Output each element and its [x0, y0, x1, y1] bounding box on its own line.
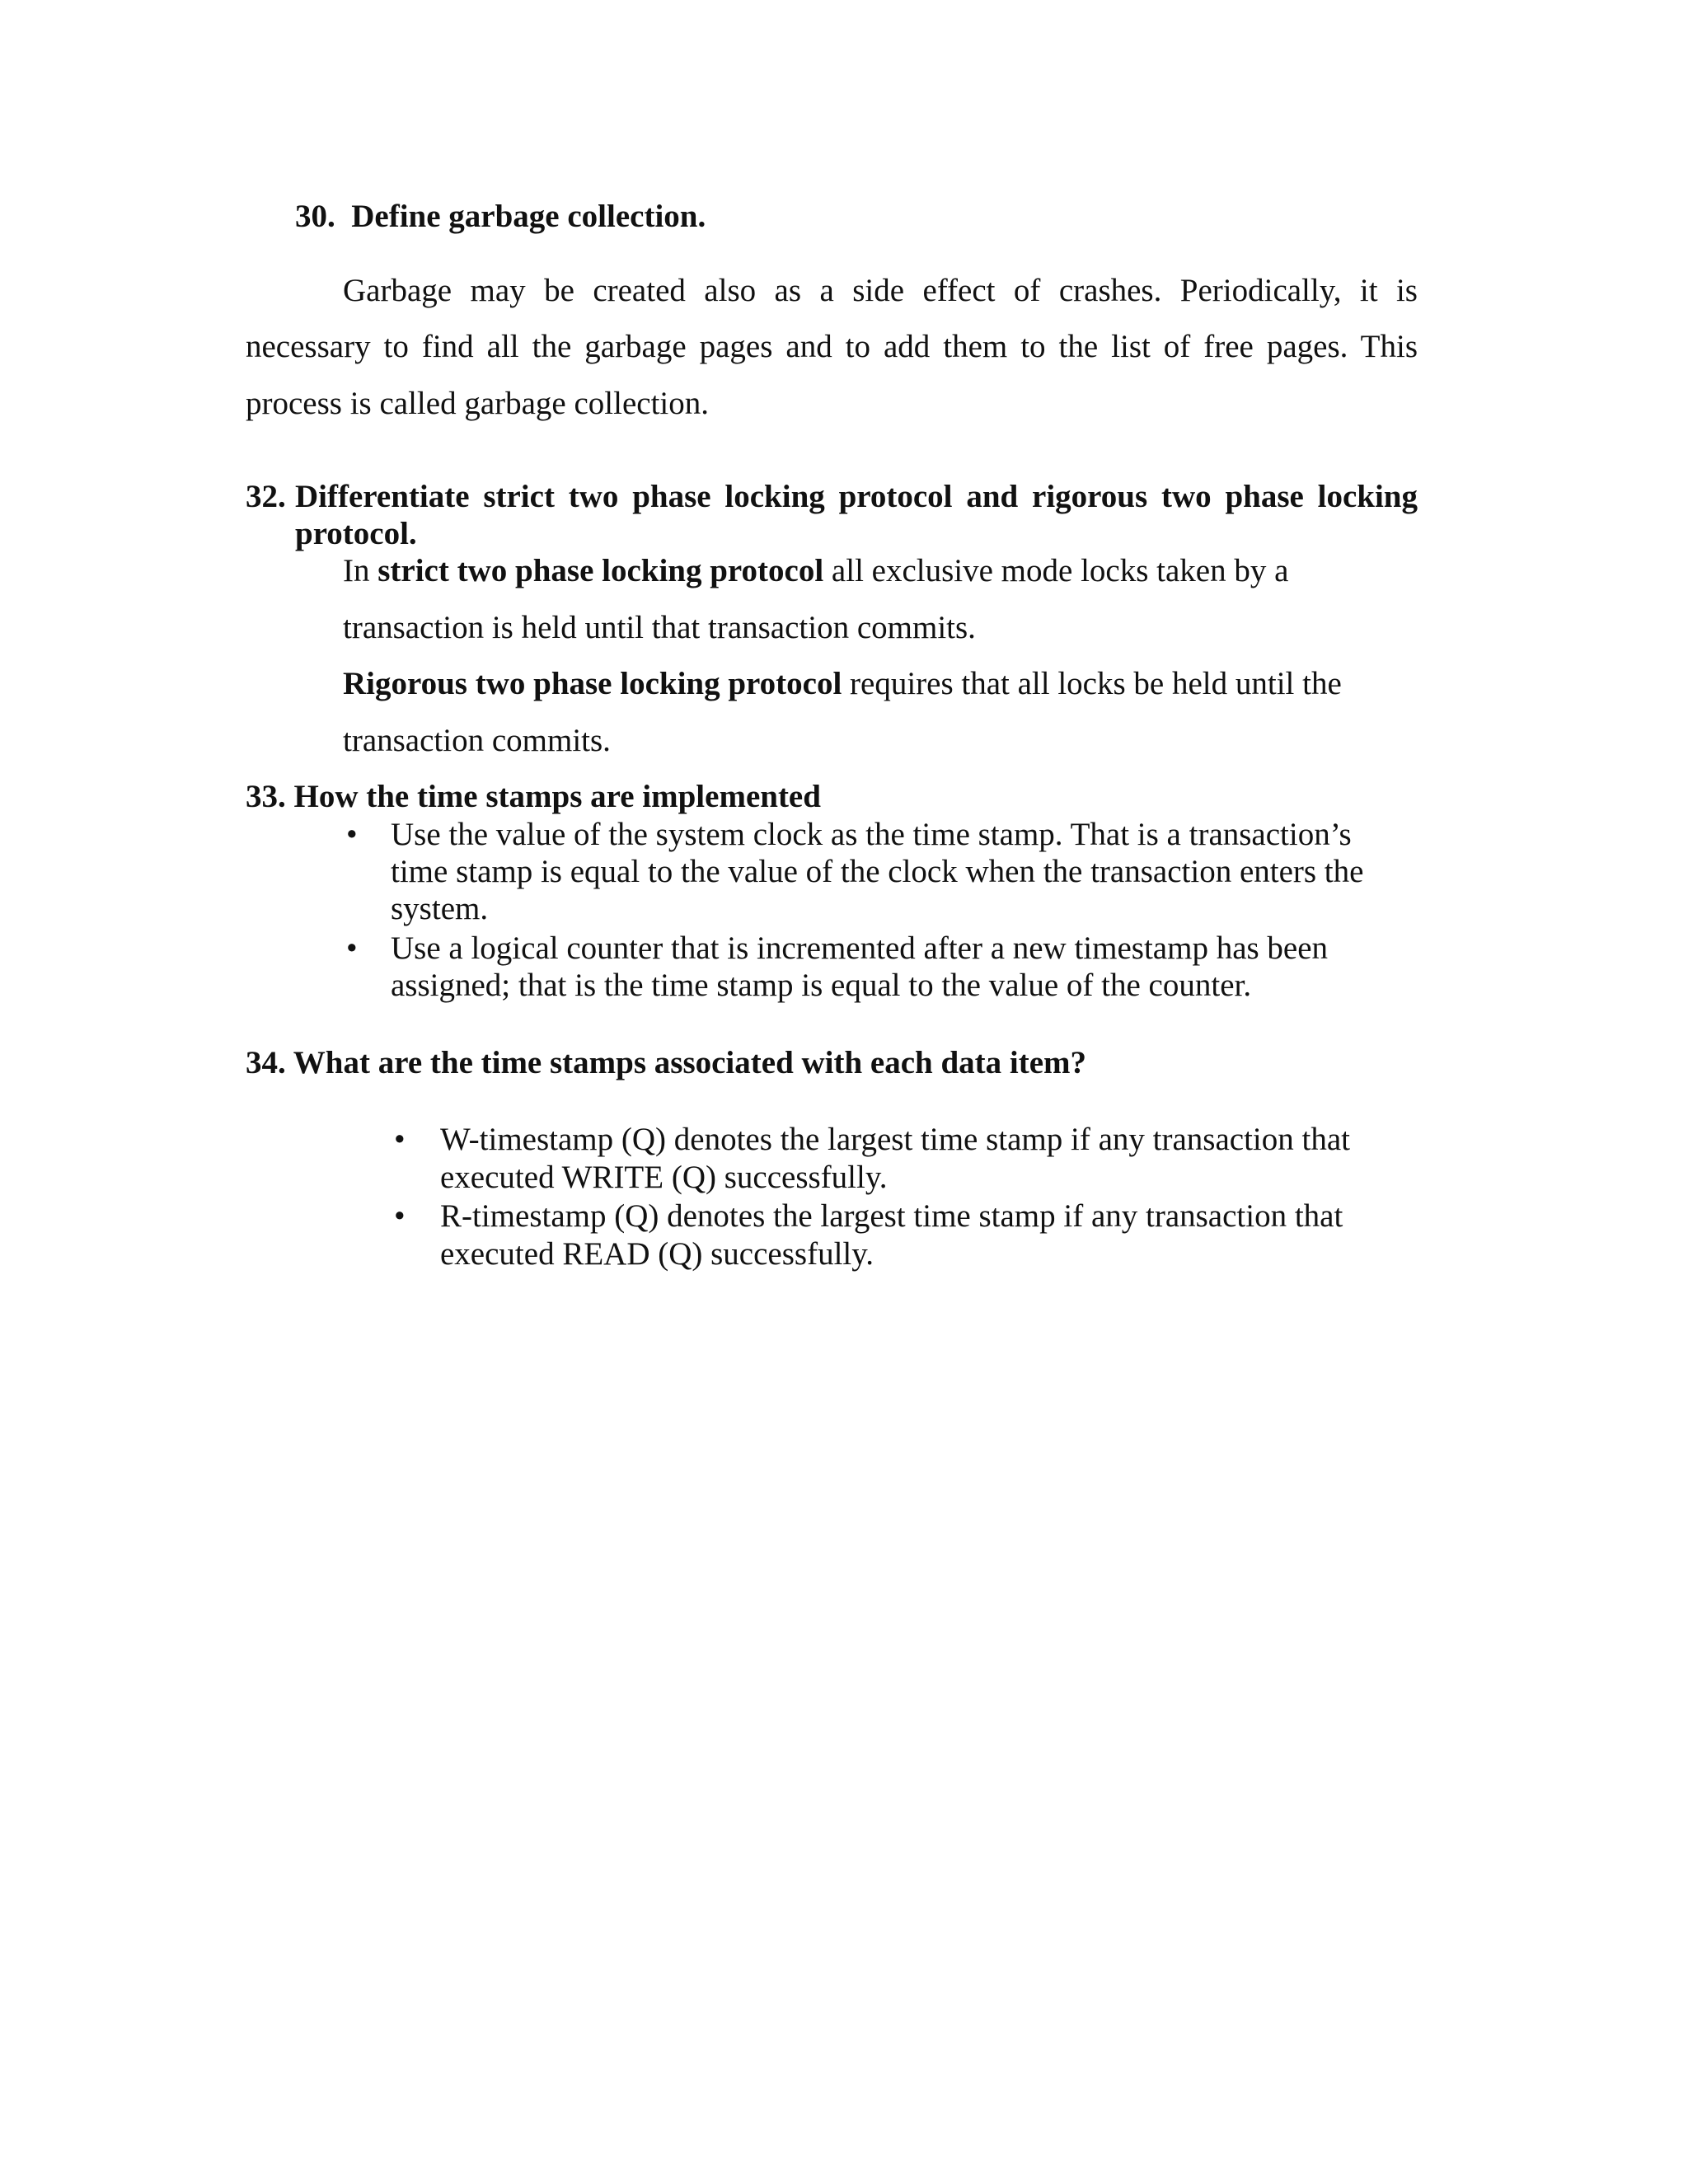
q32-paragraph-1-line-1: [343, 552, 1288, 590]
q30-answer-line-1: Garbage may be created also as a side effect of crashes. Periodically, it is: [343, 273, 1418, 308]
q32-paragraph-1-line-2: transaction is held until that transaction commits.: [343, 610, 976, 645]
q30-number: 30.: [295, 199, 335, 234]
q34-bullet-1-line-2: executed WRITE (Q) successfully.: [440, 1160, 888, 1195]
q34-bullet-2-line-2: executed READ (Q) successfully.: [440, 1236, 874, 1272]
bullet-icon: •: [394, 1198, 406, 1234]
q33-title: How the time stamps are implemented: [293, 779, 821, 814]
q33-bullet-1-line-3: system.: [391, 891, 489, 926]
q30-heading: [295, 198, 706, 236]
q34-bullet-2-line-1: R-timestamp (Q) denotes the largest time stamp if any transaction that: [440, 1198, 1343, 1234]
q32-title-line-2: protocol.: [295, 516, 417, 551]
q32-p1-bold-term: strict two phase locking protocol: [377, 553, 824, 588]
q34-heading: [246, 1044, 1086, 1082]
q32-p1-prefix: In: [343, 553, 378, 588]
bullet-icon: •: [346, 817, 358, 852]
q32-p1-rest: all exclusive mode locks taken by a: [823, 553, 1289, 588]
q30-title: Define garbage collection.: [351, 199, 706, 234]
q32-title-line-1: Differentiate strict two phase locking protocol and rigorous two phase locking: [295, 479, 1418, 514]
q33-bullet-2-line-1: Use a logical counter that is incremented after a new timestamp has been: [391, 930, 1329, 966]
q33-heading: [246, 778, 821, 816]
q33-number: 33.: [246, 779, 286, 814]
q34-title: What are the time stamps associated with each data item?: [293, 1045, 1087, 1080]
q32-paragraph-2-line-2: transaction commits.: [343, 723, 611, 758]
q34-bullet-1-line-1: W-timestamp (Q) denotes the largest time stamp if any transaction that: [440, 1122, 1350, 1157]
q30-answer-line-2: necessary to find all the garbage pages and to add them to the list of free pages. This: [246, 329, 1418, 364]
q33-bullet-2-line-2: assigned; that is the time stamp is equal to the value of the counter.: [391, 968, 1252, 1003]
q32-p2-rest: requires that all locks be held until the: [842, 666, 1342, 701]
bullet-icon: •: [394, 1122, 406, 1157]
bullet-icon: •: [346, 930, 358, 966]
q30-answer-line-3: process is called garbage collection.: [246, 386, 710, 421]
q33-bullet-1-line-2: time stamp is equal to the value of the clock when the transaction enters the: [391, 854, 1364, 889]
q32-number: 32.: [246, 479, 286, 514]
q33-bullet-1-line-1: Use the value of the system clock as the time stamp. That is a transaction’s: [391, 817, 1352, 852]
q32-p2-bold-term: Rigorous two phase locking protocol: [343, 666, 842, 701]
q34-number: 34.: [246, 1045, 286, 1080]
q32-paragraph-2-line-1: [343, 665, 1342, 703]
